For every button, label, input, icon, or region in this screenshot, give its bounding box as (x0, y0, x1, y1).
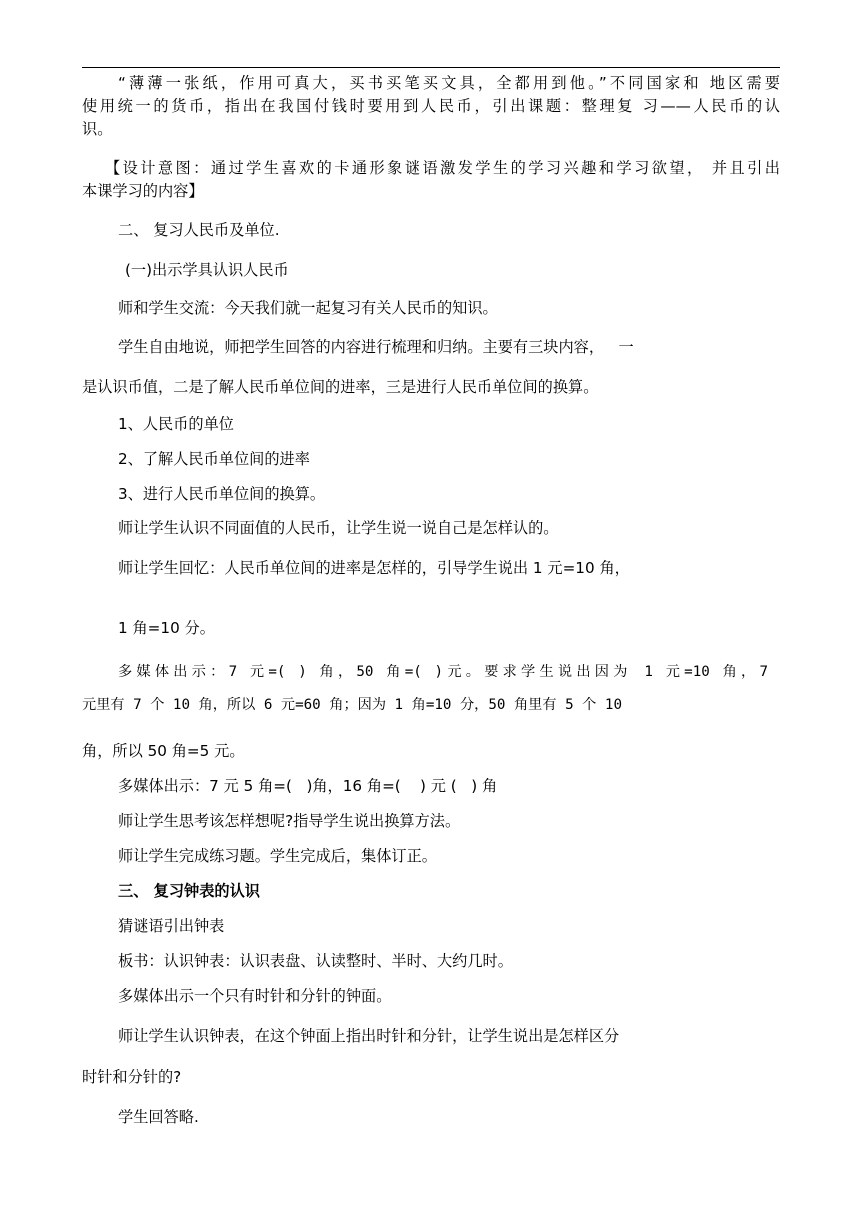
paragraph-line: 时针和分针的? (82, 1068, 182, 1086)
list-item: 2、了解人民币单位间的进率 (118, 450, 310, 468)
paragraph-line: 师让学生回忆：人民币单位间的进率是怎样的，引导学生说出 1 元=10 角， (118, 559, 630, 577)
paragraph-line: 板书：认识钟表：认识表盘、认读整时、半时、大约几时。 (118, 952, 513, 970)
paragraph-line: 元里有 7 个 10 角，所以 6 元=60 角；因为 1 角=10 分，50 角里有 5 个 10 (82, 697, 622, 713)
paragraph-line: 学生回答略. (118, 1108, 199, 1126)
paragraph-line: 师让学生思考该怎样想呢?指导学生说出换算方法。 (118, 812, 461, 830)
paragraph-line: 师和学生交流：今天我们就一起复习有关人民币的知识。 (118, 299, 498, 317)
paragraph-line: 1 角=10 分。 (118, 619, 215, 637)
paragraph-line: 【设计意图：通过学生喜欢的卡通形象谜语激发学生的学习兴趣和学习欲望， 并且引出 (105, 159, 780, 177)
paragraph-line: 多媒体出示：7 元 5 角=( )角，16 角=( ) 元 ( ) 角 (118, 777, 498, 795)
header-rule (82, 67, 780, 68)
paragraph-line: 识。 (82, 120, 113, 138)
paragraph-line: 师让学生完成练习题。学生完成后，集体订正。 (118, 847, 437, 865)
paragraph-line: 师让学生认识不同面值的人民币，让学生说一说自己是怎样认的。 (118, 519, 559, 537)
section-heading: 二、 复习人民币及单位. (118, 221, 280, 239)
paragraph-line: 角，所以 50 角=5 元。 (82, 742, 245, 760)
paragraph-line: 猜谜语引出钟表 (118, 917, 225, 935)
paragraph-line: 学生自由地说，师把学生回答的内容进行梳理和归纳。主要有三块内容， 一 (118, 338, 634, 356)
subsection-heading: (一)出示学具认识人民币 (125, 261, 289, 279)
paragraph-line: 本课学习的内容】 (82, 182, 204, 200)
paragraph-line: 多媒体出示一个只有时针和分针的钟面。 (118, 987, 392, 1005)
section-heading: 三、 复习钟表的认识 (118, 882, 260, 900)
paragraph-line: “薄薄一张纸，作用可真大，买书买笔买文具，全都用到他。”不同国家和 地区需要 (118, 74, 780, 92)
paragraph-line: 使用统一的货币，指出在我国付钱时要用到人民币，引出课题：整理复 习——人民币的认 (82, 97, 780, 115)
paragraph-line: 多媒体出示：7 元=( ) 角，50 角=( )元。要求学生说出因为 1 元=10 角，7 (118, 664, 768, 680)
list-item: 3、进行人民币单位间的换算。 (118, 485, 326, 503)
paragraph-line: 是认识币值，二是了解人民币单位间的进率，三是进行人民币单位间的换算。 (82, 378, 599, 396)
list-item: 1、人民币的单位 (118, 415, 234, 433)
paragraph-line: 师让学生认识钟表，在这个钟面上指出时针和分针，让学生说出是怎样区分 (118, 1027, 620, 1045)
